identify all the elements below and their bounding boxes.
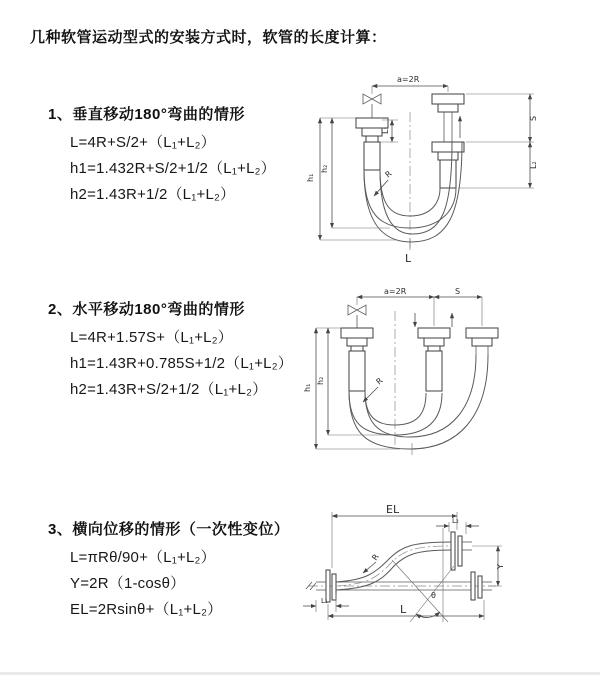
valve-icon xyxy=(348,305,366,328)
diagram-vertical-u-bend xyxy=(300,70,565,268)
dimension-l2-label: L₂ xyxy=(529,161,538,169)
formula-line: h1=1.43R+0.785S+1/2（L₁+L₂） xyxy=(70,355,293,372)
hose-original-position xyxy=(336,572,492,600)
angle-theta-label: θ xyxy=(431,591,436,600)
dimension-h1-label: h₁ xyxy=(306,173,315,182)
page-title: 几种软管运动型式的安装方式时，软管的长度计算： xyxy=(30,29,387,46)
flange-fitting-top-right xyxy=(451,532,472,570)
formula-line: h2=1.43R+1/2（L₁+L₂） xyxy=(70,186,236,203)
valve-icon xyxy=(363,94,381,118)
formula-line: L=4R+S/2+（L₁+L₂） xyxy=(70,134,216,151)
formula-line: h1=1.432R+S/2+1/2（L₁+L₂） xyxy=(70,160,276,177)
dimension-s-label: S xyxy=(529,115,538,121)
formula-line: Y=2R（1-cosθ） xyxy=(70,575,186,592)
length-label: L xyxy=(405,252,412,265)
formula-line: EL=2Rsinθ+（L₁+L₂） xyxy=(70,601,223,618)
dimension-a2r-label: a=2R xyxy=(397,75,420,84)
diagram-horizontal-u-bend xyxy=(300,283,570,463)
radius-label: R xyxy=(370,552,381,563)
flange-fitting-right-upper xyxy=(432,94,464,142)
diagram-lateral-s-bend xyxy=(300,500,600,640)
dimension-a2r-label: a=2R xyxy=(384,287,407,296)
flange-fitting-right xyxy=(466,328,498,355)
dimension-h2-label: h₂ xyxy=(316,376,325,385)
hose-displaced-curve xyxy=(336,542,451,590)
dimension-l1-label: L₁ xyxy=(381,126,390,134)
dimension-l2-label: L₂ xyxy=(452,517,459,525)
section-horizontal-movement xyxy=(48,298,293,407)
dimension-l1-label: L₁ xyxy=(321,597,328,605)
formula-line: L=4R+1.57S+（L₁+L₂） xyxy=(70,329,233,346)
section-2-heading: 2、水平移动180°弯曲的情形 xyxy=(48,301,245,318)
formula-line: L=πRθ/90+（L₁+L₂） xyxy=(70,549,216,566)
dimension-h2-label: h₂ xyxy=(320,164,329,173)
section-lateral-displacement xyxy=(48,518,289,627)
dimension-h1-label: h₁ xyxy=(303,383,312,392)
braided-hose-right xyxy=(440,160,456,188)
section-vertical-movement xyxy=(48,103,276,212)
dimension-el-label: EL xyxy=(386,503,400,516)
braided-hose-middle xyxy=(426,351,442,391)
radius-label: R xyxy=(374,376,385,387)
section-1-heading: 1、垂直移动180°弯曲的情形 xyxy=(48,106,245,123)
braided-hose-left xyxy=(364,142,380,170)
dimension-l-label: L xyxy=(400,603,407,616)
flange-fitting-middle xyxy=(418,328,450,351)
dimension-y-label: Y xyxy=(496,564,505,569)
section-3-heading: 3、横向位移的情形（一次性变位） xyxy=(48,521,290,538)
radius-label: R xyxy=(383,169,394,180)
formula-line: h2=1.43R+S/2+1/2（L₁+L₂） xyxy=(70,381,268,398)
braided-hose-left xyxy=(349,351,365,391)
dimension-s-label: S xyxy=(455,287,461,296)
flange-fitting-right-lower xyxy=(432,142,464,160)
flange-fitting-left xyxy=(341,328,373,351)
